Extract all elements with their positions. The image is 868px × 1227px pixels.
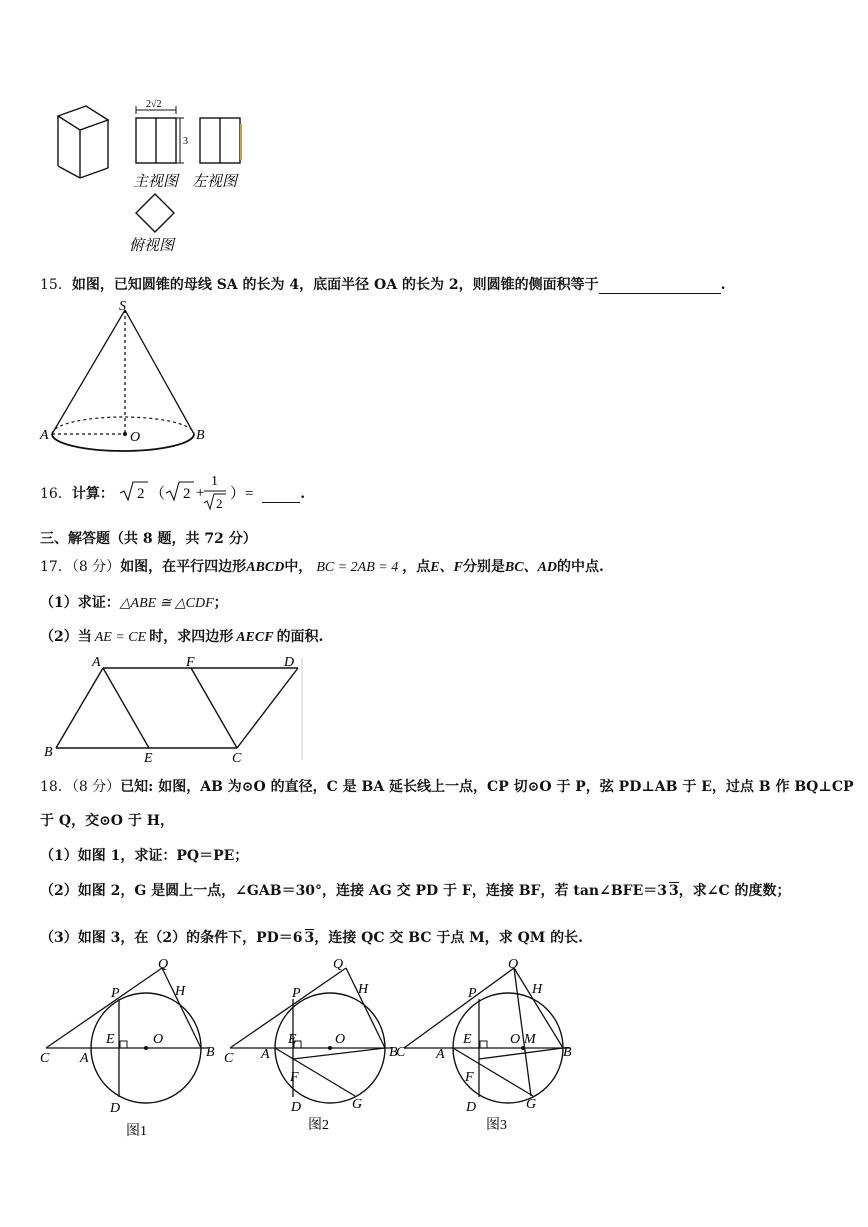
fig1-caption: 图1: [126, 1124, 147, 1139]
fig1-label-h: H: [175, 984, 186, 999]
fig2-label-h: H: [358, 982, 369, 997]
fig2-label-g: G: [352, 1097, 363, 1112]
q17-text: [40, 556, 604, 576]
cone-figure: [38, 296, 218, 456]
circle-figure-3: [396, 955, 586, 1145]
fig3-label-o: O: [510, 1032, 521, 1047]
q16-number: 16．: [40, 486, 72, 502]
fig2-label-d: D: [291, 1100, 302, 1115]
para-label-e: E: [144, 751, 153, 766]
fig2-label-e: E: [288, 1032, 297, 1047]
fig3-label-m: M: [524, 1032, 536, 1047]
q18-score: （8 分）: [71, 779, 121, 795]
para-label-a: A: [92, 655, 101, 670]
q17-abcd: ABCD: [246, 560, 285, 575]
para-label-c: C: [232, 751, 242, 766]
para-label-d: D: [284, 655, 295, 670]
q18-p3-root: 3: [304, 930, 315, 946]
q18-p2-a: （2）如图 2，G 是圆上一点，∠GAB＝30°，连接 AG 交 PD 于 F，连接 BF，若 tan∠BFE＝3: [40, 883, 667, 899]
para-label-f: F: [186, 655, 195, 670]
cone-label-a: A: [40, 428, 49, 443]
q15-end: .: [720, 277, 726, 293]
circle-figure-2: [220, 955, 410, 1145]
fig3-caption: 图3: [486, 1118, 507, 1133]
q16-answer-blank: [262, 486, 300, 503]
q18-line1: [40, 776, 854, 796]
q15-answer-blank: [599, 277, 721, 294]
q18-p2-root: 3: [669, 883, 679, 899]
fig3-label-f: F: [465, 1070, 474, 1085]
q15-number: 15．: [40, 277, 72, 293]
fig1-label-b: B: [206, 1045, 215, 1060]
fig2-label-f: F: [290, 1070, 299, 1085]
left-view-drawing: [200, 118, 240, 163]
q16-text: [40, 476, 305, 516]
dim-width-label: 2√2: [146, 99, 162, 110]
para-label-b: B: [44, 745, 53, 760]
circle-figure-1: [36, 955, 226, 1145]
dim-height-label: 3: [183, 136, 188, 147]
q17-p2-shape: AECF: [236, 630, 274, 645]
fig1-label-a: A: [80, 1051, 89, 1066]
q15-body: 如图，已知圆锥的母线 SA 的长为 4，底面半径 OA 的长为 2，则圆锥的侧面积等于: [71, 277, 599, 293]
q18-p2-b: ，求∠C 的度数；: [678, 883, 791, 899]
q17-p2-text: 时，求四边形: [149, 629, 234, 645]
q16-paren-close: ）=: [230, 486, 254, 502]
fig2-label-b: B: [389, 1045, 398, 1060]
top-view-drawing: [136, 194, 174, 232]
front-view-label: 主视图: [133, 174, 179, 190]
section3-title: 三、解答题（共 8 题，共 72 分）: [40, 531, 257, 547]
q17-p2-end: 的面积.: [276, 629, 324, 645]
fig3-label-b: B: [563, 1045, 572, 1060]
q15-text: [40, 274, 725, 294]
fig3-label-p: P: [468, 986, 477, 1001]
fig3-label-q: Q: [508, 957, 519, 972]
q17-bc-ad: BC、AD: [504, 560, 558, 575]
q17-text-b: 中，: [284, 559, 313, 575]
fig1-label-q: Q: [158, 957, 169, 972]
cone-label-o: O: [130, 430, 141, 445]
left-view-label: 左视图: [192, 174, 238, 190]
three-view-figure: [40, 90, 260, 260]
front-view-drawing: [136, 106, 184, 163]
fig3-label-c: C: [396, 1045, 406, 1060]
q16-inner-root: 2: [183, 486, 191, 502]
cone-label-s: S: [119, 299, 126, 314]
q17-text-e: 的中点.: [557, 559, 604, 575]
q17-condition: BC = 2AB = 4: [316, 560, 399, 575]
q17-p1-math: △ABE ≅ △CDF: [119, 596, 214, 611]
q18-line1-text: 已知: 如图，AB 为⊙O 的直径，C 是 BA 延长线上一点，CP 切⊙O 于 P，弦 PD⊥AB 于 E，过点 B 作 BQ⊥CP: [120, 779, 854, 795]
fig1-label-c: C: [40, 1051, 50, 1066]
fig2-label-p: P: [292, 986, 301, 1001]
fig1-label-o: O: [153, 1032, 164, 1047]
fig3-label-g: G: [526, 1097, 537, 1112]
fig2-label-o: O: [335, 1032, 346, 1047]
q17-p2-label: （2）当: [40, 629, 92, 645]
q18-part3: [40, 927, 583, 947]
q17-part1: [40, 592, 228, 612]
q17-text-c: ，点: [402, 559, 431, 575]
q17-part2: [40, 626, 323, 646]
q16-end: .: [300, 486, 306, 502]
q16-frac-den: 2: [216, 496, 223, 511]
fig2-label-q: Q: [333, 957, 344, 972]
q16-prefix: 计算：: [71, 486, 114, 502]
fig3-label-d: D: [466, 1100, 477, 1115]
q16-plus: +: [196, 485, 205, 501]
fig1-label-p: P: [111, 986, 120, 1001]
q18-part1: （1）如图 1，求证：PQ＝PE；: [40, 848, 249, 864]
q17-p2-math: AE = CE: [94, 630, 147, 645]
q17-number: 17．: [40, 559, 72, 575]
q17-p1-end: ；: [213, 595, 228, 611]
q18-p3-a: （3）如图 3，在（2）的条件下，PD＝6: [40, 930, 303, 946]
fig2-label-a: A: [261, 1047, 270, 1062]
q17-text-a: 如图，在平行四边形: [120, 559, 247, 575]
q16-paren-open: （: [150, 486, 166, 502]
q18-part2: [40, 880, 791, 900]
q16-frac-num: 1: [211, 474, 219, 489]
cone-label-b: B: [196, 428, 205, 443]
fig2-caption: 图2: [308, 1118, 329, 1133]
fig3-label-a: A: [436, 1047, 445, 1062]
q18-p3-b: ，连接 QC 交 BC 于点 M，求 QM 的长.: [314, 930, 584, 946]
fig3-label-e: E: [463, 1032, 472, 1047]
fig1-label-d: D: [110, 1101, 121, 1116]
q17-score: （8 分）: [71, 559, 121, 575]
q17-text-d: 分别是: [462, 559, 505, 575]
fig2-label-c: C: [224, 1051, 234, 1066]
cuboid-drawing: [58, 106, 108, 178]
top-view-label: 俯视图: [129, 238, 175, 254]
q18-number: 18．: [40, 779, 72, 795]
fig1-label-e: E: [106, 1032, 115, 1047]
parallelogram-figure: [40, 650, 305, 770]
q16-root-value: 2: [137, 486, 145, 502]
fig3-label-h: H: [532, 982, 543, 997]
q17-ef: E、F: [430, 560, 463, 575]
q17-p1-label: （1）求证：: [40, 595, 120, 611]
q18-line2: 于 Q，交⊙O 于 H，: [40, 813, 174, 829]
